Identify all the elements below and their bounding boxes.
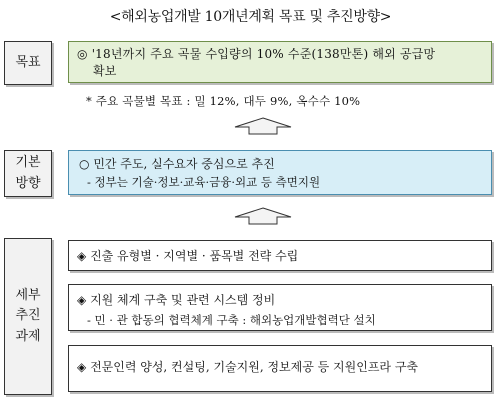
task-sub: - 민 · 관 합동의 협력체계 구축 : 해외농업개발협력단 설치 <box>87 313 376 327</box>
goal-text-line1: ◎ '18년까지 주요 곡물 수입량의 10% 수준(138만톤) 해외 공급망 <box>77 47 436 61</box>
task-item: ◈ 진출 유형별 · 지역별 · 품목별 전략 수립 <box>68 240 492 271</box>
diamond-bullet-icon: ◈ <box>77 249 87 263</box>
diamond-bullet-icon: ◈ <box>77 293 87 307</box>
goal-bullet-icon: ◎ <box>77 47 88 61</box>
up-arrow-icon <box>233 207 293 225</box>
direction-label-box <box>4 150 52 197</box>
direction-sub: - 정부는 기술·정보·교육·금융·외교 등 측면지원 <box>87 175 321 189</box>
task-item: ◈ 전문인력 양성, 컨설팅, 기술지원, 정보제공 등 지원인프라 구축 <box>68 345 492 392</box>
goal-label: 목표 <box>15 54 41 70</box>
goal-text-line2: 확보 <box>93 64 117 78</box>
direction-main: ○ 민간 주도, 실수요자 중심으로 추진 <box>79 157 275 171</box>
goal-note: * 주요 곡물별 목표 : 밀 12%, 대두 9%, 옥수수 10% <box>86 94 361 108</box>
direction-box <box>68 150 492 195</box>
goal-label-box <box>4 41 52 85</box>
tasks-label: 세부 추진 과제 <box>15 288 41 344</box>
diamond-bullet-icon: ◈ <box>77 360 87 374</box>
task-item: ◈ 지원 체계 구축 및 관련 시스템 정비 - 민 · 관 합동의 협력체계 구축 : 해외농업개발협력단 설치 <box>68 284 492 331</box>
up-arrow-icon <box>233 117 293 135</box>
page-title: <해외농업개발 10개년계획 목표 및 추진방향> <box>109 9 392 25</box>
tasks-label-box <box>4 238 52 395</box>
goal-box <box>68 41 492 83</box>
direction-label: 기본 방향 <box>15 155 41 191</box>
circle-bullet-icon: ○ <box>79 157 90 171</box>
